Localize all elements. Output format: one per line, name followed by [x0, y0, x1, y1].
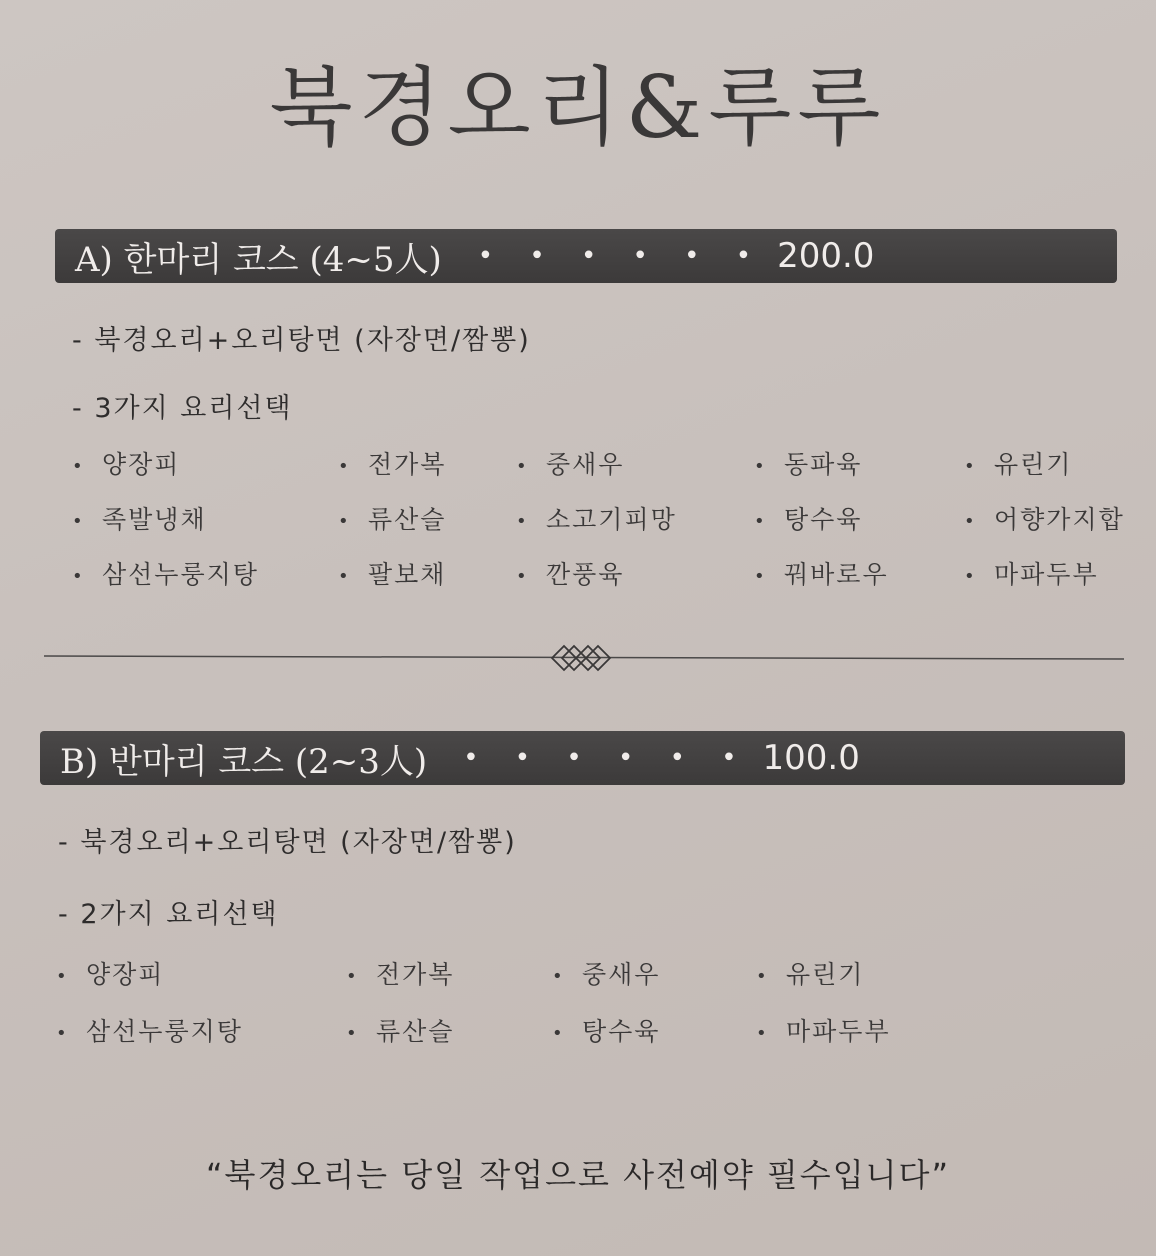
course-b-dish-item	[346, 1012, 454, 1048]
course-a-dish-item	[516, 555, 624, 591]
bullet-icon: •	[72, 510, 85, 532]
reservation-note: “북경오리는 당일 작업으로 사전예약 필수입니다”	[205, 1156, 951, 1194]
bullet-icon: •	[516, 510, 529, 532]
course-a-dish-item	[338, 445, 446, 481]
course-a-dish-name: 팔보채	[368, 560, 447, 589]
course-a-header	[55, 229, 1117, 283]
bullet-icon: •	[346, 1022, 359, 1044]
course-a-dish-item	[516, 445, 624, 481]
course-a-dish-item	[338, 500, 446, 536]
course-b-dots: • • • • • •	[463, 743, 751, 773]
course-a-dish-name: 류산슬	[368, 505, 447, 534]
bullet-icon: •	[552, 965, 565, 987]
course-a-dish-item	[338, 555, 446, 591]
course-a-dish-name: 삼선누룽지탕	[102, 560, 259, 589]
course-a-choice: - 3가지 요리선택	[72, 393, 293, 424]
course-a-dots: • • • • • •	[477, 241, 766, 271]
bullet-icon: •	[756, 965, 769, 987]
course-b-dish-item	[56, 955, 164, 991]
bullet-icon: •	[754, 455, 767, 477]
course-b-dish-item	[346, 955, 454, 991]
course-b-dish-name: 중새우	[582, 960, 661, 989]
course-b-price: 100.0	[762, 738, 860, 778]
course-b-dish-item	[756, 1012, 891, 1048]
bullet-icon: •	[338, 565, 351, 587]
bullet-icon: •	[552, 1022, 565, 1044]
course-b-dish-item	[756, 955, 864, 991]
bullet-icon: •	[338, 455, 351, 477]
course-a-dish-name: 깐풍육	[546, 560, 625, 589]
bullet-icon: •	[346, 965, 359, 987]
course-b-label: B) 반마리 코스 (2~3人)	[60, 741, 428, 782]
course-b-choice: - 2가지 요리선택	[58, 899, 279, 930]
course-b-dish-item	[552, 955, 660, 991]
knot-ornament-icon	[548, 640, 614, 676]
course-a-dish-name: 전가복	[368, 450, 447, 479]
course-a-dish-name: 소고기피망	[546, 505, 677, 534]
bullet-icon: •	[72, 565, 85, 587]
course-a-dish-item	[516, 500, 677, 536]
course-a-dish-name: 양장피	[102, 450, 181, 479]
menu-title: 북경오리&루루	[269, 58, 887, 158]
course-a-main: - 북경오리+오리탕면 (자장면/짬뽕)	[72, 325, 531, 356]
course-a-dish-item	[754, 500, 862, 536]
course-a-label: A) 한마리 코스 (4~5人)	[75, 239, 442, 280]
course-b-dish-name: 양장피	[86, 960, 165, 989]
course-a-dish-item	[964, 445, 1072, 481]
bullet-icon: •	[56, 1022, 69, 1044]
course-a-dish-item	[964, 500, 1125, 536]
bullet-icon: •	[964, 455, 977, 477]
course-a-dish-item	[754, 445, 862, 481]
bullet-icon: •	[964, 565, 977, 587]
course-b-dish-name: 유린기	[786, 960, 865, 989]
course-a-dish-name: 유린기	[994, 450, 1073, 479]
course-a-dish-name: 꿔바로우	[784, 560, 889, 589]
course-a-dish-name: 탕수육	[784, 505, 863, 534]
course-b-dish-name: 류산슬	[376, 1017, 455, 1046]
course-a-dish-item	[964, 555, 1099, 591]
bullet-icon: •	[72, 455, 85, 477]
course-a-dish-item	[72, 500, 207, 536]
course-b-main: - 북경오리+오리탕면 (자장면/짬뽕)	[58, 827, 517, 858]
course-a-dish-name: 족발냉채	[102, 505, 207, 534]
bullet-icon: •	[338, 510, 351, 532]
bullet-icon: •	[964, 510, 977, 532]
bullet-icon: •	[754, 565, 767, 587]
course-b-header	[40, 731, 1125, 785]
course-a-dish-name: 동파육	[784, 450, 863, 479]
bullet-icon: •	[754, 510, 767, 532]
bullet-icon: •	[56, 965, 69, 987]
course-b-dish-name: 삼선누룽지탕	[86, 1017, 243, 1046]
bullet-icon: •	[756, 1022, 769, 1044]
course-a-dish-item	[754, 555, 889, 591]
bullet-icon: •	[516, 565, 529, 587]
course-a-price: 200.0	[777, 236, 875, 276]
course-b-dish-name: 마파두부	[786, 1017, 891, 1046]
course-a-dish-name: 마파두부	[994, 560, 1099, 589]
bullet-icon: •	[516, 455, 529, 477]
course-a-dish-item	[72, 445, 180, 481]
course-b-dish-name: 탕수육	[582, 1017, 661, 1046]
course-a-dish-item	[72, 555, 259, 591]
course-b-dish-name: 전가복	[376, 960, 455, 989]
course-a-dish-name: 어향가지합	[994, 505, 1125, 534]
course-a-dish-name: 중새우	[546, 450, 625, 479]
course-b-dish-item	[552, 1012, 660, 1048]
course-b-dish-item	[56, 1012, 243, 1048]
